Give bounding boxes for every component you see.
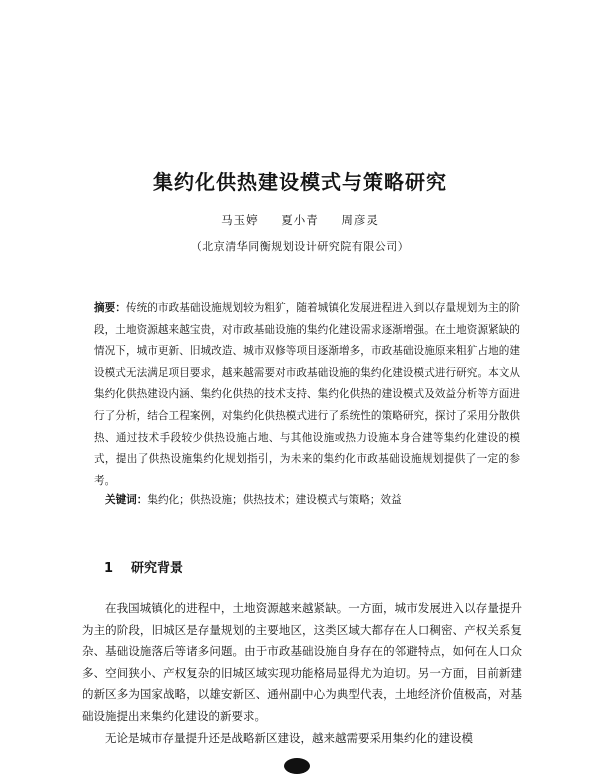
paper-title: 集约化供热建设模式与策略研究	[153, 170, 447, 194]
section-heading	[104, 557, 183, 576]
authors	[0, 212, 600, 228]
section-number: 1	[104, 561, 114, 576]
abstract-text: 传统的市政基础设施规划较为粗犷，随着城镇化发展进程进入到以存量规划为主的阶段，土地资源越来越宝贵，对市政基础设施的集约化建设需求逐渐增强。在土地资源紧缺的情况下，城市更新、旧城改造、城市双修等项目逐渐增多，市政基础设施原来粗犷占地的建设模式无法满足项目要求，越来越需要对市政基础设施的集约化建设模式进行研究。本文从集约化供热建设内涵、集约化供热的技术支持、集约化供热的建设模式及效益分析等方面进行了分析，结合工程案例，对集约化供热模式进行了系统性的策略研究，探讨了采用分散供热、通过技术手段较少供热设施占地、与其他设施或热力设施本身合建等集约化建设的模式，提出了供热设施集约化规划指引，为未来的集约化市政基础设施规划提供了一定的参考。	[94, 302, 521, 487]
author-1: 马玉婷	[221, 213, 259, 227]
body-paragraph-2: 无论是城市存量提升还是战略新区建设，越来越需要采用集约化的建设模	[105, 731, 473, 745]
page-number-blob	[284, 758, 310, 774]
keywords-text: 集约化；供热设施；供热技术；建设模式与策略；效益	[147, 494, 402, 506]
body-paragraph-1: 在我国城镇化的进程中，土地资源越来越紧缺。一方面，城市发展进入以存量提升为主的阶段，旧城区是存量规划的主要地区，这类区域大都存在人口稠密、产权关系复杂、基础设施落后等诸多问题。由于市政基础设施自身存在的邻避特点，如何在人口众多、空间狭小、产权复杂的旧城区域实现功能格局显得尤为迫切。另一方面，目前新建的新区多为国家战略，以雄安新区、通州副中心为典型代表，土地经济价值极高，对基础设施提出来集约化建设的新要求。	[82, 601, 522, 723]
section-title: 研究背景	[131, 561, 184, 576]
abstract-label: 摘要：	[94, 302, 126, 314]
affiliation: （北京清华同衡规划设计研究院有限公司）	[190, 240, 410, 253]
keywords	[105, 490, 520, 510]
author-3: 周彦灵	[341, 213, 379, 227]
keywords-label: 关键词：	[105, 494, 148, 506]
author-2: 夏小青	[281, 213, 319, 227]
abstract	[94, 298, 520, 492]
